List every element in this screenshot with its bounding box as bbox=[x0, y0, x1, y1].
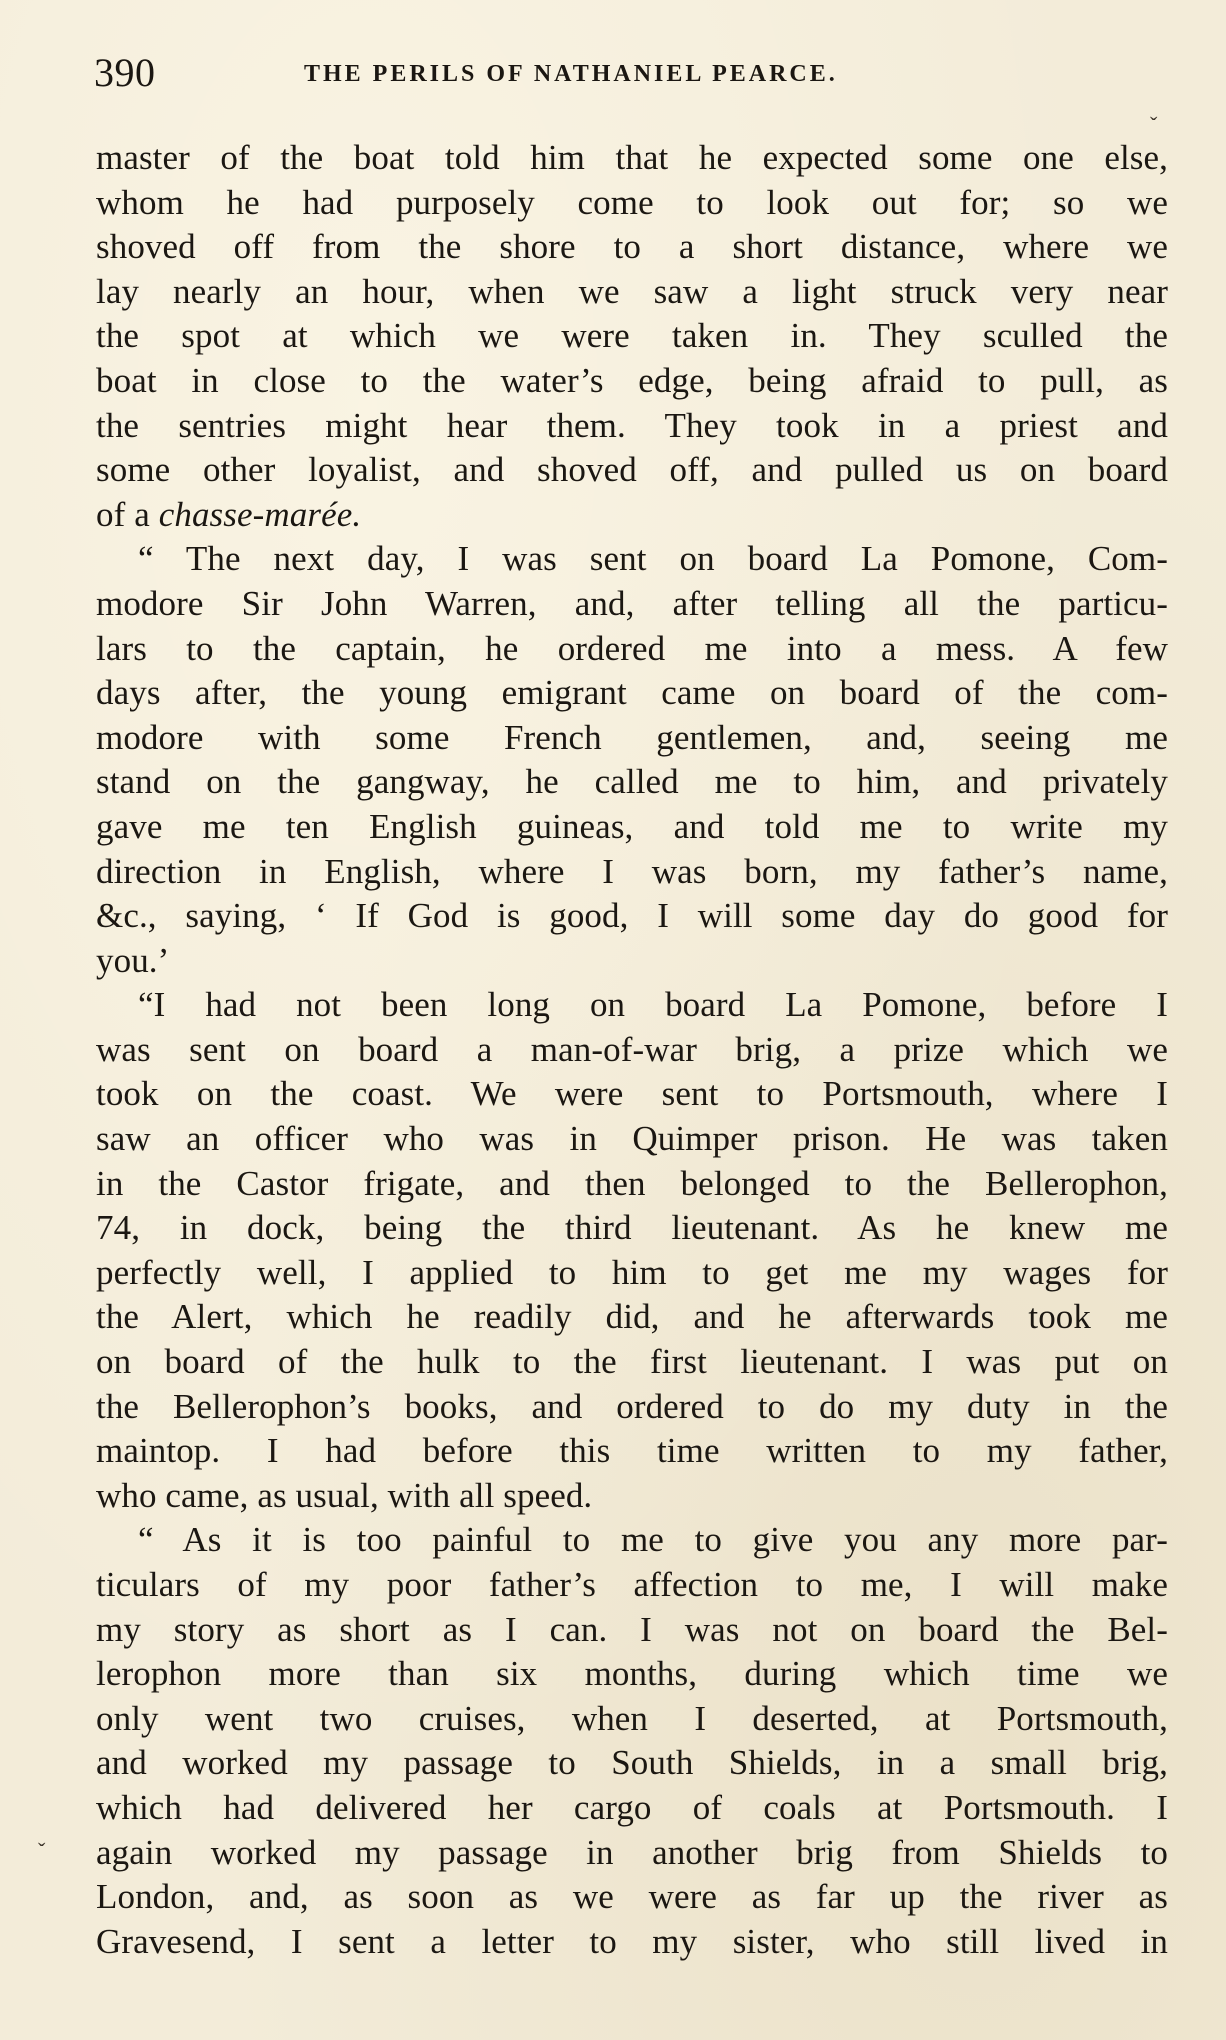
text-line: maintop. I had before this time written to my father, bbox=[96, 1431, 1168, 1471]
text-line: was sent on board a man-of-war brig, a prize which we bbox=[96, 1029, 1168, 1069]
text-line: the Alert, which he readily did, and he afterwards took me bbox=[96, 1297, 1168, 1337]
text-line: London, and, as soon as we were as far up the river as bbox=[96, 1877, 1168, 1917]
text-line: ticulars of my poor father’s affection to me, I will make bbox=[96, 1565, 1168, 1604]
text-line: on board of the hulk to the first lieutenant. I was put on bbox=[96, 1342, 1168, 1382]
text-line: saw an officer who was in Quimper prison. He was taken bbox=[96, 1119, 1168, 1159]
text-line: only went two cruises, when I deserted, at Portsmouth, bbox=[96, 1698, 1168, 1738]
text-line: Gravesend, I sent a letter to my sister, who still lived in bbox=[96, 1921, 1168, 1961]
text-line: “ The next day, I was sent on board La Pomone, Com- bbox=[138, 539, 1168, 579]
text-line: whom he had purposely come to look out for; so we bbox=[96, 182, 1168, 222]
text-line: my story as short as I can. I was not on board the Bel- bbox=[96, 1609, 1168, 1649]
text-line: perfectly well, I applied to him to get me my wages for bbox=[96, 1252, 1168, 1292]
text-line: and worked my passage to South Shields, in a small brig, bbox=[96, 1743, 1168, 1783]
text-line: in the Castor frigate, and then belonged to the Bellerophon, bbox=[96, 1163, 1168, 1203]
text-line: 74, in dock, being the third lieutenant. As he knew me bbox=[96, 1208, 1168, 1248]
text-line: took on the coast. We were sent to Portsmouth, where I bbox=[96, 1074, 1168, 1114]
page-number: 390 bbox=[94, 50, 156, 95]
text-line: stand on the gangway, he called me to him, and privately bbox=[96, 762, 1168, 802]
text-line: the Bellerophon’s books, and ordered to do my duty in the bbox=[96, 1386, 1168, 1426]
text-line: &c., saying, ‘ If God is good, I will some day do good for bbox=[96, 896, 1168, 936]
text-line: “I had not been long on board La Pomone, before I bbox=[138, 985, 1168, 1025]
printers-mark: ˇ bbox=[1150, 112, 1158, 137]
text-line: lay nearly an hour, when we saw a light struck very near bbox=[96, 271, 1168, 311]
text-line: lars to the captain, he ordered me into a mess. A few bbox=[96, 628, 1168, 668]
printers-mark: ˇ bbox=[38, 1838, 46, 1863]
text-line: who came, as usual, with all speed. bbox=[96, 1475, 593, 1515]
text-line: master of the boat told him that he expected some one else, bbox=[96, 138, 1168, 177]
running-title: THE PERILS OF NATHANIEL PEARCE. bbox=[304, 61, 838, 87]
text-line: direction in English, where I was born, my father’s name, bbox=[96, 851, 1168, 891]
text-line: days after, the young emigrant came on board of the com- bbox=[96, 673, 1168, 713]
text-line: gave me ten English guineas, and told me to write my bbox=[96, 806, 1168, 846]
text-line: you.’ bbox=[96, 940, 170, 980]
text-line: the sentries might hear them. They took in a priest and bbox=[96, 405, 1168, 445]
text-line: boat in close to the water’s edge, being afraid to pull, as bbox=[96, 360, 1168, 400]
text-line: modore Sir John Warren, and, after telling all the particu- bbox=[96, 583, 1168, 623]
text-line: again worked my passage in another brig from Shields to bbox=[96, 1832, 1168, 1872]
text-line: shoved off from the shore to a short distance, where we bbox=[96, 227, 1168, 267]
body-text bbox=[96, 136, 1168, 1964]
text-line: modore with some French gentlemen, and, seeing me bbox=[96, 717, 1168, 757]
running-head bbox=[94, 48, 1174, 98]
text-line: which had delivered her cargo of coals at Portsmouth. I bbox=[96, 1787, 1168, 1827]
text-line: lerophon more than six months, during which time we bbox=[96, 1654, 1168, 1694]
text-line: “ As it is too painful to me to give you any more par- bbox=[138, 1520, 1168, 1560]
text-line: of a chasse-marée. bbox=[96, 494, 362, 534]
text-line: some other loyalist, and shoved off, and pulled us on board bbox=[96, 450, 1168, 490]
text-line: the spot at which we were taken in. They sculled the bbox=[96, 316, 1168, 356]
